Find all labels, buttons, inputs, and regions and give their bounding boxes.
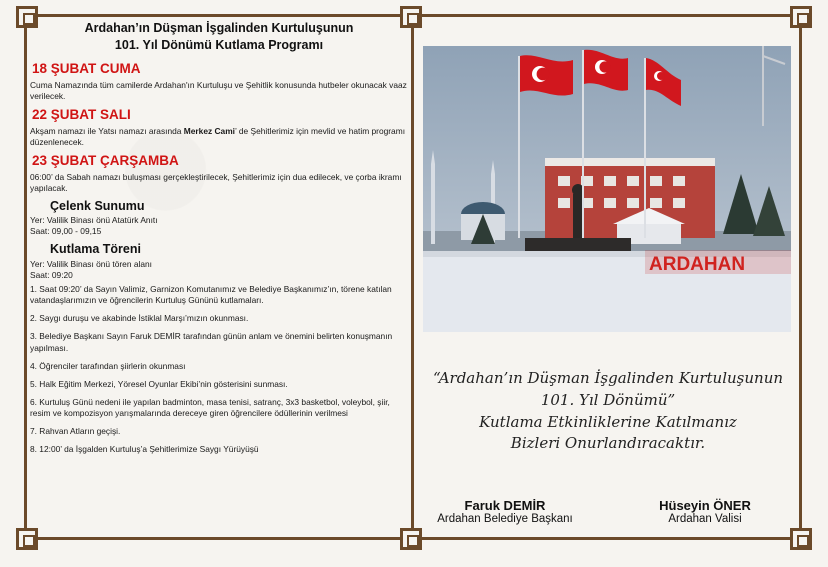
ceremony-list <box>30 284 408 455</box>
title-line: Ardahan’ın Düşman İşgalinden Kurtuluşunun <box>84 21 354 35</box>
ceremony-time: Saat: 09:20 <box>30 270 73 281</box>
ceremony-place: Yer: Valilik Binası önü tören alanı <box>30 258 152 269</box>
signature-mayor <box>420 498 590 525</box>
list-item: 6. Kurtuluş Günü nedeni ile yapılan badminton, masa tenisi, satranç, 3x3 basketbol, voleybol, şiir, resim ve kompozisyon yarışmalarında dereceye giren öğrencilere ödüllerinin verilmesi <box>30 396 390 418</box>
ardahan-sign: ARDAHAN <box>649 254 746 275</box>
day-heading: 22 ŞUBAT SALI <box>32 106 131 122</box>
day-text: ’ de Şehitlerimiz için mevlid ve hatim programı düzenlenecek. <box>30 125 406 147</box>
signatory-name: Hüseyin ÖNER <box>659 498 751 513</box>
wreath-heading: Çelenk Sunumu <box>50 198 145 213</box>
signatory-name: Faruk DEMİR <box>464 498 546 513</box>
list-item: 5. Halk Eğitim Merkezi, Yöresel Oyunlar Ekibi’nin gösterisini sunması. <box>30 378 288 389</box>
frame-divider <box>411 14 414 540</box>
list-item: 7. Rahvan Atların geçişi. <box>30 425 121 436</box>
signature-governor <box>630 498 780 525</box>
list-item: 2. Saygı duruşu ve akabinde İstiklal Marşı’mızın okunması. <box>30 313 249 324</box>
wreath-place: Yer: Valilik Binası önü Atatürk Anıtı <box>30 215 158 226</box>
invitation-line: Bizleri Onurlandıracaktır. <box>510 434 706 453</box>
city-photo <box>423 46 791 332</box>
ceremony-heading: Kutlama Töreni <box>50 242 141 257</box>
signatory-title: Ardahan Belediye Başkanı <box>437 513 573 525</box>
invitation-message <box>416 368 800 455</box>
title-line: 101. Yıl Dönümü Kutlama Programı <box>114 37 324 52</box>
day-description <box>30 126 408 148</box>
day-description: Cuma Namazında tüm camilerde Ardahan'ın Kurtuluşu ve Şehitlik konusunda hutbeler okunacak vaaz verilecek. <box>30 79 407 101</box>
day-heading: 18 ŞUBAT CUMA <box>32 60 141 76</box>
corner-ornament <box>790 6 812 28</box>
corner-ornament <box>790 528 812 550</box>
invitation-line: 101. Yıl Dönümü” <box>540 390 676 409</box>
mosque-name: Merkez Cami <box>183 125 235 136</box>
snowy-square-illustration <box>423 46 791 332</box>
program-title <box>30 20 408 54</box>
invitation-line: Kutlama Etkinliklerine Katılmanız <box>479 412 737 431</box>
program-panel <box>30 18 408 534</box>
day-heading: 23 ŞUBAT ÇARŞAMBA <box>32 152 179 168</box>
invitation-line: “Ardahan’ın Düşman İşgalinden Kurtuluşunun <box>432 369 784 387</box>
signatory-title: Ardahan Valisi <box>668 513 742 525</box>
day-text: Akşam namazı ile Yatsı namazı arasında <box>30 125 184 136</box>
wreath-time: Saat: 09,00 - 09,15 <box>30 226 102 237</box>
list-item: 1. Saat 09:20’ da Sayın Valimiz, Garnizon Komutanımız ve Belediye Başkanımız’ın, törene katılan vatandaşlarımızın ve öğrencilerin Kurtuluş Gününü kutlamaları. <box>30 284 392 306</box>
list-item: 8. 12:00’ da İşgalden Kurtuluş’a Şehitlerimize Saygı Yürüyüşü <box>30 444 259 455</box>
day-description: 06:00’ da Sabah namazı buluşması gerçekleştirilecek, Şehitlerimiz için dua edilecek, ve çorba ikramı yapılacak. <box>30 171 402 193</box>
list-item: 3. Belediye Başkanı Sayın Faruk DEMİR tarafından günün anlam ve önemini belirten konuşmanın yapılması. <box>30 331 393 353</box>
list-item: 4. Öğrenciler tarafından şiirlerin okunması <box>30 360 186 371</box>
